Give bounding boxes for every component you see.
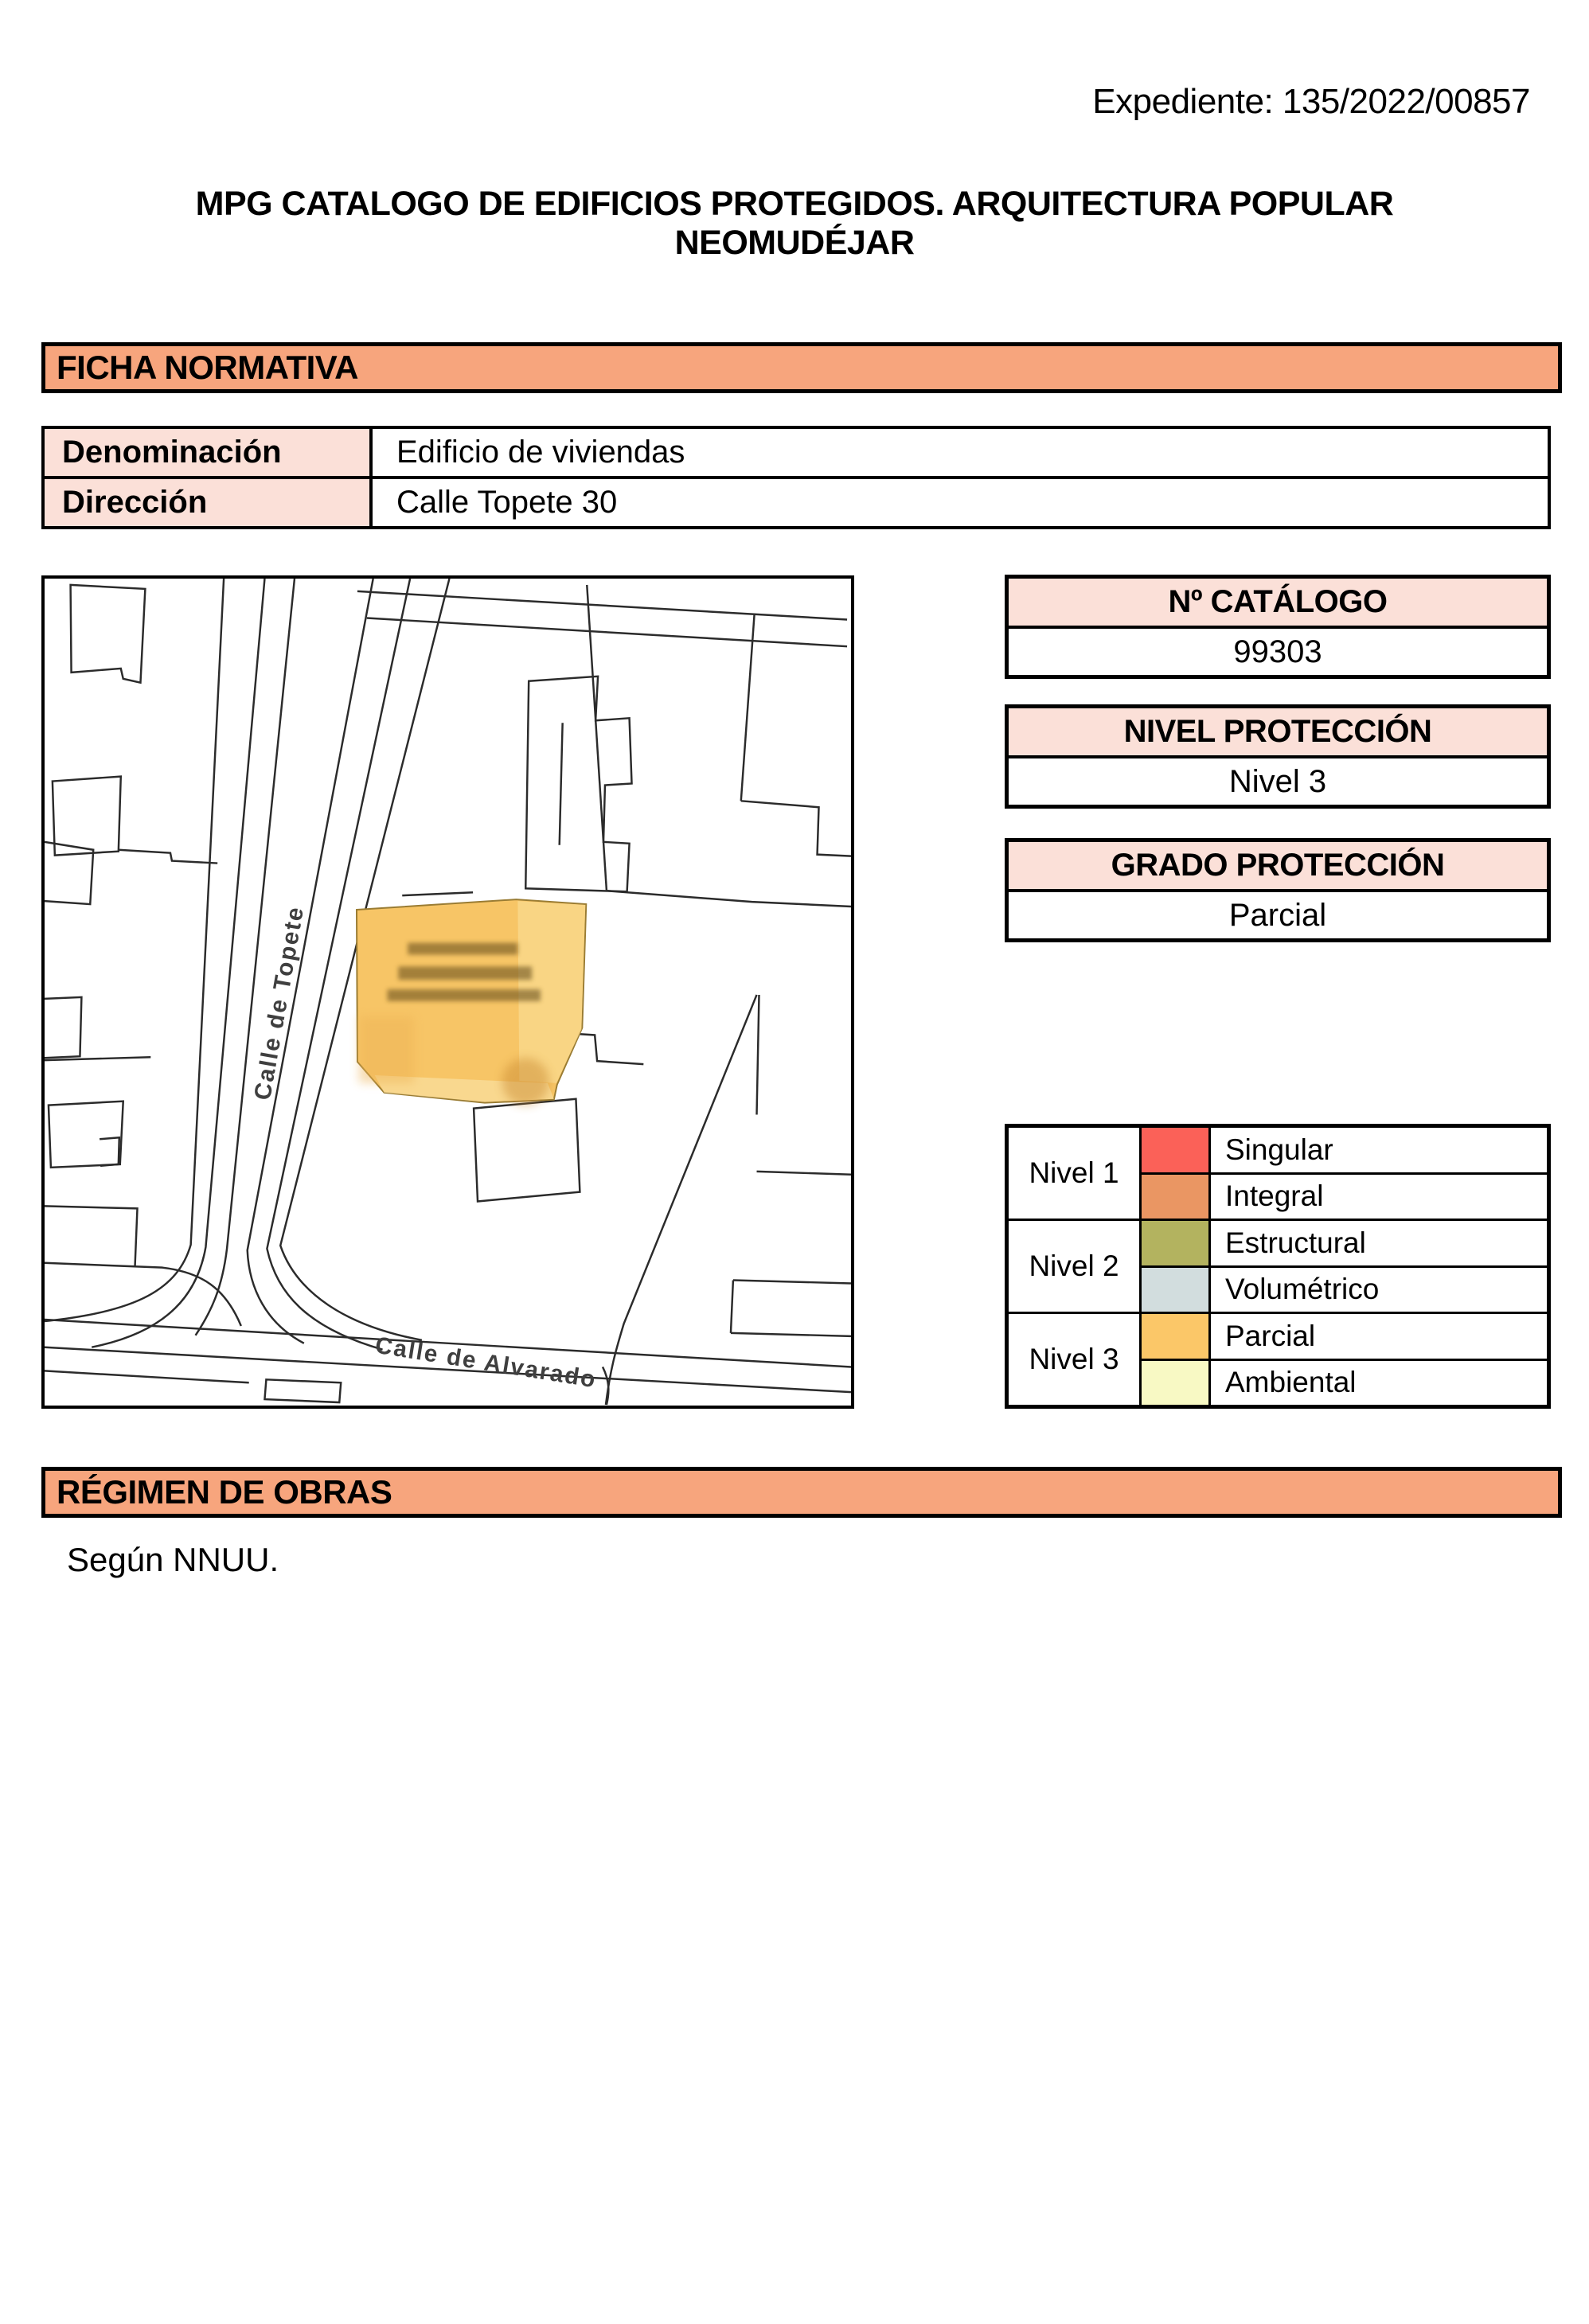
page-title-line2: NEOMUDÉJAR (674, 224, 915, 262)
legend-swatch-ambiental (1142, 1361, 1208, 1406)
cadastral-map (41, 575, 854, 1409)
legend-swatch-integral (1142, 1175, 1208, 1219)
cadastral-map-drawing (45, 579, 851, 1406)
denominacion-label: Denominación (43, 427, 371, 478)
direccion-value: Calle Topete 30 (371, 478, 1549, 528)
legend-swatch-parcial (1142, 1314, 1208, 1359)
protection-level-box (1005, 704, 1551, 809)
protection-level-header: NIVEL PROTECCIÓN (1009, 708, 1547, 758)
protection-legend (1005, 1124, 1551, 1409)
legend-label-volumetrico: Volumétrico (1211, 1268, 1547, 1312)
legend-label-singular: Singular (1211, 1128, 1547, 1172)
street-label-alvarado: Calle de Alvarado (373, 1332, 599, 1394)
street-line (45, 579, 224, 1321)
street-label-topete: Calle de Topete (249, 903, 310, 1102)
protection-grade-header: GRADO PROTECCIÓN (1009, 842, 1547, 892)
legend-swatch-volumetrico (1142, 1268, 1208, 1312)
protection-grade-value: Parcial (1228, 897, 1327, 933)
table-row (43, 478, 1549, 528)
page-title-line1: MPG CATALOGO DE EDIFICIOS PROTEGIDOS. ARQUITECTURA POPULAR (195, 185, 1394, 223)
parcel-outline (71, 585, 146, 683)
expediente-number: Expediente: 135/2022/00857 (1092, 82, 1530, 121)
table-row (43, 427, 1549, 478)
regimen-obras-text: Según NNUU. (67, 1541, 279, 1578)
legend-label-ambiental: Ambiental (1211, 1361, 1547, 1406)
legend-level-1: Nivel 1 (1009, 1128, 1139, 1219)
denominacion-value: Edificio de viviendas (371, 427, 1549, 478)
catalog-number-header: Nº CATÁLOGO (1009, 579, 1547, 629)
highlighted-parcel (357, 899, 586, 1105)
protection-level-value: Nivel 3 (1228, 763, 1327, 799)
legend-label-parcial: Parcial (1211, 1314, 1547, 1359)
building-info-table (41, 426, 1551, 529)
legend-swatch-singular (1142, 1128, 1208, 1172)
section-header-regimen-obras: RÉGIMEN DE OBRAS (41, 1467, 1562, 1518)
legend-label-integral: Integral (1211, 1175, 1547, 1219)
legend-swatch-estructural (1142, 1221, 1208, 1265)
protection-grade-box (1005, 838, 1551, 942)
parcel-annotation (387, 943, 541, 1001)
page-title (0, 185, 1589, 263)
legend-level-2: Nivel 2 (1009, 1221, 1139, 1312)
catalog-number-box (1005, 575, 1551, 679)
catalog-number-value: 99303 (1233, 634, 1322, 669)
legend-label-estructural: Estructural (1211, 1221, 1547, 1265)
direccion-label: Dirección (43, 478, 371, 528)
legend-level-3: Nivel 3 (1009, 1314, 1139, 1405)
section-header-ficha-normativa: FICHA NORMATIVA (41, 342, 1562, 393)
